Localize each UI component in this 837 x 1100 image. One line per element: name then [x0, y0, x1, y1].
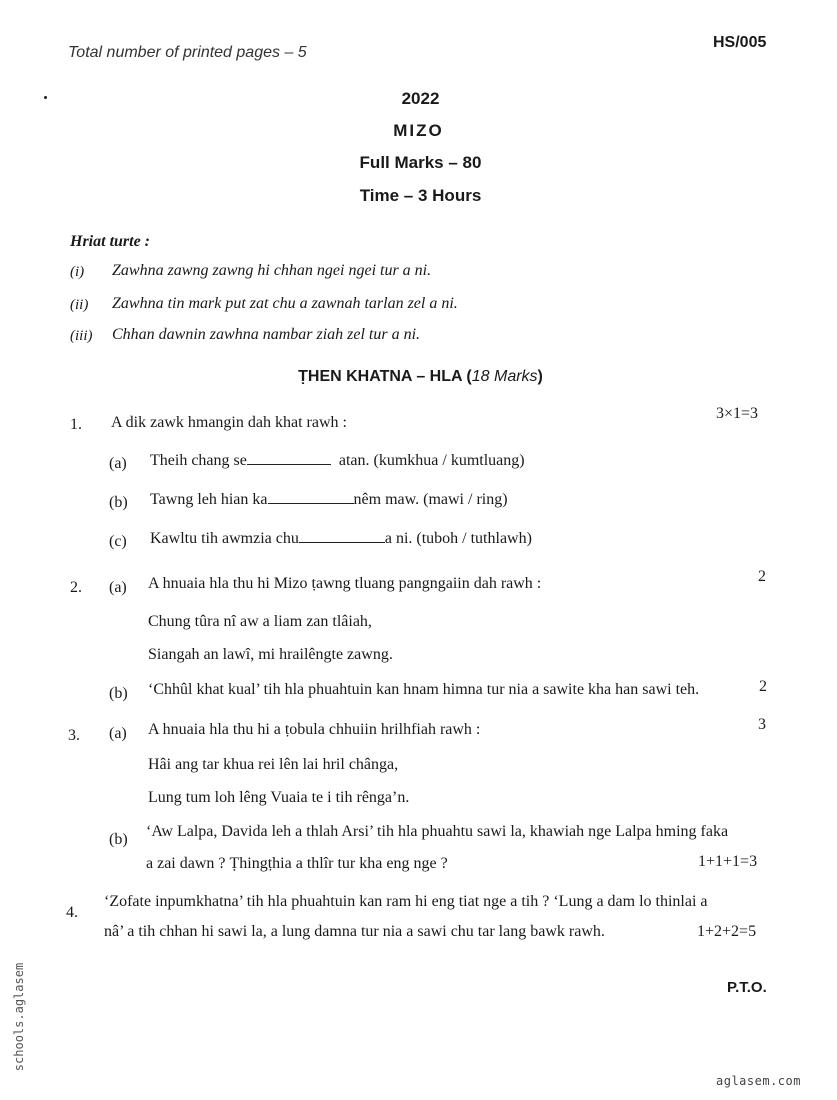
q1a-label: (a) — [109, 455, 127, 472]
q2-number: 2. — [70, 579, 82, 596]
q3-verse-2: Lung tum loh lêng Vuaia te i tih rênga’n. — [148, 789, 410, 806]
q1a-before: Theih chang se — [150, 452, 247, 469]
instructions-title: Hriat turte : — [70, 233, 151, 250]
q1c-blank — [299, 541, 385, 543]
q1a-line — [150, 452, 525, 470]
q3a-marks: 3 — [758, 716, 766, 733]
q4-line-1: ‘Zofate inpumkhatna’ tih hla phuahtuin kan ram hi eng tiat nge a tih ? ‘Lung a dam lo thinlai a — [104, 893, 708, 910]
q3b-marks: 1+1+1=3 — [698, 853, 758, 870]
q3a-text: A hnuaia hla thu hi a ṭobula chhuiin hrilhfiah rawh : — [148, 721, 481, 738]
instruction-3-num: (iii) — [70, 328, 93, 344]
q2b-text: ‘Chhûl khat kual’ tih hla phuahtuin kan hnam himna tur nia a sawite kha han sawi teh. — [148, 681, 700, 698]
q1c-after: a ni. (tuboh / tuthlawh) — [384, 530, 532, 547]
q3-number: 3. — [68, 727, 80, 744]
q2a-label: (a) — [109, 579, 127, 596]
q1b-blank — [268, 502, 354, 504]
instruction-2-text: Zawhna tin mark put zat chu a zawnah tarlan zel a ni. — [112, 295, 458, 312]
q2-verse-1: Chung tûra nî aw a liam zan tlâiah, — [148, 613, 372, 630]
q3b-line-1: ‘Aw Lalpa, Davida leh a thlah Arsi’ tih hla phuahtu sawi la, khawiah nge Lalpa hming faka — [146, 823, 729, 840]
q1b-before: Tawng leh hian ka — [150, 491, 268, 508]
exam-year: 2022 — [401, 89, 440, 108]
section-title: ṬHEN KHATNA – HLA ( — [298, 368, 472, 385]
side-watermark: schools.aglasem — [12, 962, 26, 1072]
q3a-label: (a) — [109, 725, 127, 742]
q2a-marks: 2 — [758, 568, 766, 585]
instruction-1-text: Zawhna zawng zawng hi chhan ngei ngei tur a ni. — [112, 262, 432, 279]
q4-line-2: nâ’ a tih chhan hi sawi la, a lung damna tur nia a sawi chu tar lang bawk rawh. — [104, 923, 605, 940]
q1c-label: (c) — [109, 533, 127, 550]
bottom-watermark: aglasem.com — [716, 1074, 801, 1088]
q1a-after: atan. (kumkhua / kumtluang) — [338, 452, 525, 469]
q3-verse-1: Hâi ang tar khua rei lên lai hril chânga, — [148, 756, 399, 773]
q3b-label: (b) — [109, 831, 128, 848]
q1a-blank — [247, 463, 331, 465]
printed-pages-note: Total number of printed pages – 5 — [68, 44, 307, 61]
full-marks: Full Marks – 80 — [359, 153, 482, 172]
instruction-2-num: (ii) — [70, 297, 89, 313]
instruction-1-num: (i) — [70, 264, 85, 280]
q1-number: 1. — [70, 416, 82, 433]
q4-number: 4. — [66, 904, 78, 921]
q1b-label: (b) — [109, 494, 128, 511]
paper-code: HS/005 — [713, 34, 767, 51]
q3b-line-2: a zai dawn ? Ṭhingṭhia a thlîr tur kha eng nge ? — [146, 855, 448, 872]
subject-title: MIZO — [393, 121, 444, 140]
q1-marks: 3×1=3 — [716, 405, 759, 422]
q4-marks: 1+2+2=5 — [697, 923, 757, 940]
q1c-line — [150, 530, 532, 548]
pto-label: P.T.O. — [727, 979, 767, 996]
q1-text: A dik zawk hmangin dah khat rawh : — [111, 414, 347, 431]
section-heading — [0, 368, 837, 386]
time-allowed: Time – 3 Hours — [359, 186, 482, 205]
q1c-before: Kawltu tih awmzia chu — [150, 530, 299, 547]
instruction-3-text: Chhan dawnin zawhna nambar ziah zel tur a ni. — [112, 326, 421, 343]
q1b-after: nêm maw. (mawi / ring) — [353, 491, 508, 508]
q2a-text: A hnuaia hla thu hi Mizo ṭawng tluang pangngaiin dah rawh : — [148, 575, 542, 592]
q2b-label: (b) — [109, 685, 128, 702]
q2-verse-2: Siangah an lawî, mi hrailêngte zawng. — [148, 646, 393, 663]
q1b-line — [150, 491, 508, 509]
section-close: ) — [537, 368, 543, 385]
q2b-marks: 2 — [759, 678, 767, 695]
section-marks: 18 Marks — [471, 368, 538, 385]
